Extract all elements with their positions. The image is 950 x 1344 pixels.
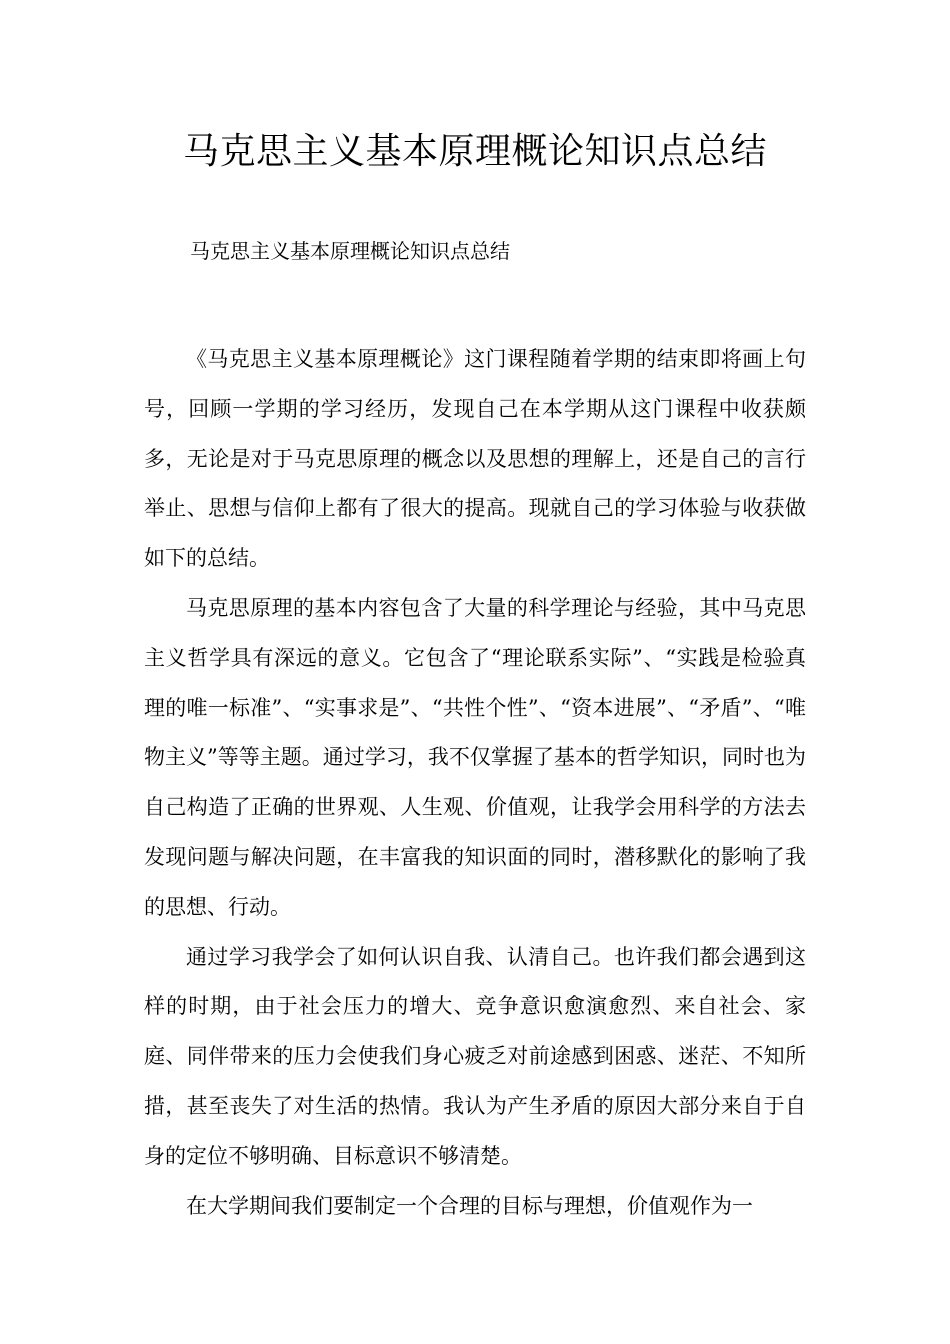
body-paragraph: 在大学期间我们要制定一个合理的目标与理想，价值观作为一	[186, 1193, 753, 1218]
document-body	[144, 335, 806, 1231]
document-subtitle: 马克思主义基本原理概论知识点总结	[190, 239, 510, 263]
body-paragraph: 通过学习我学会了如何认识自我、认清自己。也许我们都会遇到这样的时期，由于社会压力的增大、竞争意识愈演愈烈、来自社会、家庭、同伴带来的压力会使我们身心疲乏对前途感到困惑、迷茫、不知所措，甚至丧失了对生活的热情。我认为产生矛盾的原因大部分来自于自身的定位不够明确、目标意识不够清楚。	[144, 944, 806, 1168]
body-paragraph: 《马克思主义基本原理概论》这门课程随着学期的结束即将画上句号，回顾一学期的学习经历，发现自己在本学期从这门课程中收获颇多，无论是对于马克思原理的概念以及思想的理解上，还是自己的言行举止、思想与信仰上都有了很大的提高。现就自己的学习体验与收获做如下的总结。	[144, 347, 806, 571]
body-paragraph: 马克思原理的基本内容包含了大量的科学理论与经验，其中马克思主义哲学具有深远的意义。它包含了“理论联系实际”、“实践是检验真理的唯一标准”、“实事求是”、“共性个性”、“资本进展”、“矛盾”、“唯物主义”等等主题。通过学习，我不仅掌握了基本的哲学知识，同时也为自己构造了正确的世界观、人生观、价值观，让我学会用科学的方法去发现问题与解决问题，在丰富我的知识面的同时，潜移默化的影响了我的思想、行动。	[144, 595, 806, 919]
document-title: 马克思主义基本原理概论知识点总结	[182, 131, 767, 172]
